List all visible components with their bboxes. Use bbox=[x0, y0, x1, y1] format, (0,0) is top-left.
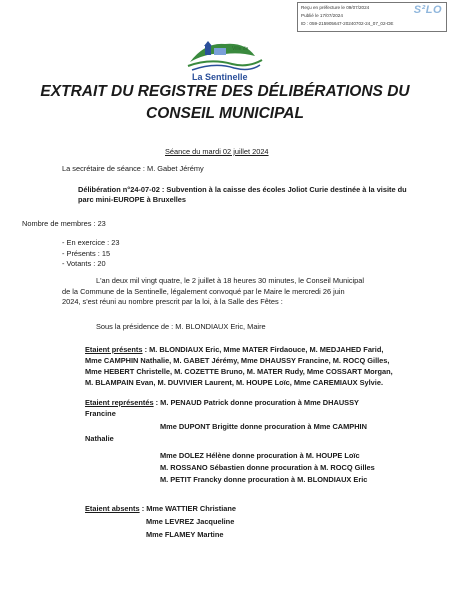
absent-label: Etaient absents bbox=[85, 504, 140, 513]
town-logo bbox=[170, 32, 280, 88]
absent-line-2: Mme LEVREZ Jacqueline bbox=[146, 517, 235, 526]
preamble-line-1: L'an deux mil vingt quatre, le 2 juillet à 18 heures 30 minutes, le Conseil Municipal bbox=[96, 276, 365, 285]
stamp-id: ID : 059-215905647-20240702-24_07_02-DE bbox=[301, 21, 394, 26]
present-line-2: Mme CAMPHIN Nathalie, M. GABET Jérémy, Mme DHAUSSY Francine, M. ROCQ Gilles, bbox=[85, 356, 390, 365]
stamp-published: Publié le 17/07/2024 bbox=[301, 13, 343, 18]
present-section bbox=[85, 345, 383, 355]
logo-subtext: Ville de bbox=[232, 46, 249, 52]
deliberation-line-2: parc mini-EUROPE à Bruxelles bbox=[78, 195, 187, 204]
session-secretary: La secrétaire de séance : M. Gabet Jérémy bbox=[62, 164, 204, 173]
represented-section bbox=[85, 398, 359, 408]
members-total: Nombre de membres : 23 bbox=[22, 219, 106, 228]
document-title: EXTRAIT DU REGISTRE DES DÉLIBÉRATIONS DU CONSEIL MUNICIPAL bbox=[40, 83, 410, 122]
members-present: - Présents : 15 bbox=[62, 249, 120, 260]
represented-label: Etaient représentés bbox=[85, 398, 154, 407]
present-line-3: Mme HEBERT Christelle, M. COZETTE Bruno, M. MATER Rudy, Mme COSSART Morgan, bbox=[85, 367, 393, 376]
represented-line-3: Mme DUPONT Brigitte donne procuration à Mme CAMPHIN bbox=[160, 422, 367, 431]
represented-line-2: Francine bbox=[85, 409, 116, 418]
deliberation-line-1: Délibération n°24-07-02 : Subvention à la caisse des écoles Joliot Curie destinée à la visite du bbox=[78, 185, 407, 194]
logo-town-name: La Sentinelle bbox=[192, 72, 248, 82]
represented-line-4: Nathalie bbox=[85, 434, 114, 443]
present-line-4: M. BLAMPAIN Evan, M. DUVIVIER Laurent, M. HOUPE Loïc, Mme CAREMIAUX Sylvie. bbox=[85, 378, 383, 387]
represented-line-7: M. PETIT Francky donne procuration à M. BLONDIAUX Eric bbox=[160, 475, 368, 484]
absent-line-3: Mme FLAMEY Martine bbox=[146, 530, 224, 539]
present-label: Etaient présents bbox=[85, 345, 143, 354]
preamble-line-3: 2024, s'est réuni au nombre prescrit par la loi, à la Salle des Fêtes : bbox=[62, 297, 283, 307]
preamble bbox=[62, 276, 390, 308]
represented-line-1: : M. PENAUD Patrick donne procuration à Mme DHAUSSY bbox=[155, 398, 359, 407]
present-line-1: : M. BLONDIAUX Eric, Mme MATER Firdaouce, M. MEDJAHED Farid, bbox=[144, 345, 384, 354]
represented-line-5: Mme DOLEZ Hélène donne procuration à M. HOUPE Loïc bbox=[160, 451, 360, 460]
presidency: Sous la présidence de : M. BLONDIAUX Eric, Maire bbox=[96, 322, 266, 331]
absent-line-1: : Mme WATTIER Christiane bbox=[141, 504, 237, 513]
prefecture-stamp bbox=[297, 2, 447, 32]
session-date: Séance du mardi 02 juillet 2024 bbox=[165, 147, 269, 156]
members-stats bbox=[62, 238, 120, 270]
s2lo-logo: S²LO bbox=[413, 4, 442, 16]
members-in-office: - En exercice : 23 bbox=[62, 238, 120, 249]
absent-section bbox=[85, 504, 236, 514]
represented-line-6: M. ROSSANO Sébastien donne procuration à M. ROCQ Gilles bbox=[160, 463, 375, 472]
stamp-received: Reçu en préfecture le 09/07/2024 bbox=[301, 5, 370, 10]
preamble-line-2: de la Commune de la Sentinelle, légalement convoqué par le Maire le mercredi 26 juin bbox=[62, 286, 345, 296]
members-voting: - Votants : 20 bbox=[62, 259, 120, 270]
